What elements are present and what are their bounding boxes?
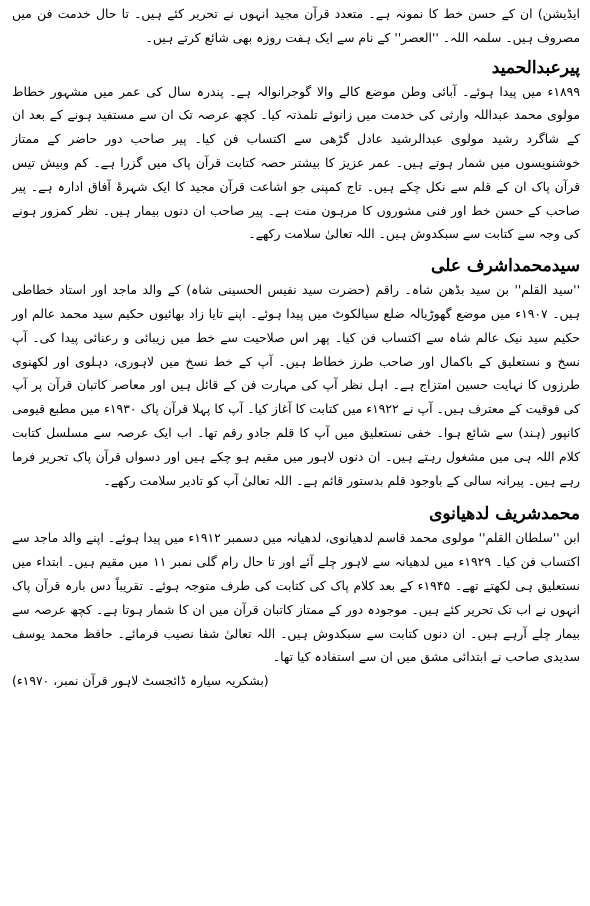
section-syed-ashraf-ali bbox=[12, 254, 580, 492]
section-muhammad-sharif bbox=[12, 502, 580, 669]
paragraph-muhammad-sharif: ابن ''سلطان القلم'' مولوی محمد قاسم لدھیانوی، لدھیانہ میں دسمبر ۱۹۱۲ء میں پیدا ہوئے۔ اپنے والد ماجد سے اکتساب فن کیا۔ ۱۹۲۹ء میں لدھیانہ سے لاہور چلے آئے اور تا حال رام گلی نمبر ۱۱ میں مقیم ہیں۔ ابتداء میں نستعلیق ہی لکھتے تھے۔ ۱۹۴۵ء کے بعد کلام پاک کی کتابت کی طرف متوجہ ہوئے۔ تقریباً دس بارہ قرآن پاک انہوں نے اب تک تحریر کئے ہیں۔ موجودہ دور کے ممتاز کاتبان قرآن میں ان کا شمار ہوتا ہے۔ کچھ عرصہ سے بیمار چلے آرہے ہیں۔ ان دنوں کتابت سے سبکدوش ہیں۔ اللہ تعالیٰ شفا نصیب فرمائے۔ حافظ محمد یوسف سدیدی صاحب نے ابتدائی مشق میں ان سے استفادہ کیا تھا۔ bbox=[12, 530, 581, 665]
paragraph-syed-ashraf-ali: ''سید القلم'' بن سید بڈھن شاہ۔ راقم (حضرت سید نفیس الحسینی شاہ) کے والد ماجد اور استاد خطاطی ہیں۔ ۱۹۰۷ء میں موضع گھوڑیالہ ضلع سیالکوٹ میں پیدا ہوئے۔ اپنے تایا زاد بھائیوں حکیم سید محمد عالم اور حکیم سید نیک عالم شاہ سے اکتساب فن کیا۔ پھر اس صلاحیت سے خط میں زیبائی و رعنائی پیدا کی۔ آپ نسخ و نستعلیق کے باکمال اور صاحب طرز خطاط ہیں۔ آپ کے خط نسخ میں لاہوری، دہلوی اور لکھنوی طرزوں کا نہایت حسین امتزاج ہے۔ اہل نظر آپ کی مہارت فن کے قائل ہیں اور معاصر کاتبان قرآن پر آپ کی فوقیت کے معترف ہیں۔ آپ نے ۱۹۲۲ء میں کتابت کا آغاز کیا۔ آپ کا پہلا قرآن پاک ۱۹۳۰ء میں مطبع قیومی کانپور (ہند) سے شائع ہوا۔ خفی نستعلیق میں آپ کا قلم جادو رقم تھا۔ اب ایک عرصہ سے مسلسل کتابت کلام اللہ ہی میں مشغول رہتے ہیں۔ ان دنوں لاہور میں مقیم ہو چکے ہیں اور دسواں قرآن پاک تحریر فرما رہے ہیں۔ پیرانہ سالی کے باوجود قلم بدستور قائم ہے۔ اللہ تعالیٰ آپ کو تادیر سلامت رکھے۔ bbox=[12, 282, 581, 488]
section-pir-abdul-hameed bbox=[12, 56, 580, 247]
section-heading-pir-abdul-hameed: پیرعبدالحمید bbox=[491, 57, 580, 78]
section-heading-muhammad-sharif: محمدشریف لدھیانوی bbox=[429, 504, 580, 525]
section-heading-syed-ashraf-ali: سیدمحمداشرف علی bbox=[431, 256, 580, 277]
section-intro bbox=[12, 0, 580, 50]
source-note: (بشکریہ سیارہ ڈائجسٹ لاہور قرآن نمبر، ۱۹۷۰ء) bbox=[12, 673, 269, 689]
intro-paragraph: ایڈیشن) ان کے حسن خط کا نمونہ ہے۔ متعدد قرآن مجید انہوں نے تحریر کئے ہیں۔ تا حال خدمت فن میں مصروف ہیں۔ سلمہ اللہ۔ ''العصر'' کے نام سے ایک ہفت روزہ بھی شائع کرتے ہیں۔ bbox=[12, 6, 580, 45]
paragraph-pir-abdul-hameed: ۱۸۹۹ء میں پیدا ہوئے۔ آبائی وطن موضع کالے والا گوجرانوالہ ہے۔ پندرہ سال کی عمر میں مشہور خطاط مولوی محمد عبداللہ وارثی کی خدمت میں زانوئے تلمذتہ کیا۔ کچھ عرصہ تک ان سے مستفید ہونے کے بعد ان کے شاگرد رشید مولوی عبدالرشید عادل گڑھی سے اکتساب فن کیا۔ پیر صاحب دور حاضر کے ممتاز خوشنویسوں میں شمار ہوتے ہیں۔ عمر عزیز کا بیشتر حصہ کتابت قرآن پاک میں گزرا ہے۔ کم وبیش تیس قرآن پاک ان کے قلم سے نکل چکے ہیں۔ تاج کمپنی جو اشاعت قرآن مجید کا ایک شہرۂ آفاق ادارہ ہے۔ پیر صاحب کے حسن خط اور فنی مشوروں کا مرہون منت ہے۔ پیر صاحب ان دنوں بیمار ہیں۔ نظر کمزور ہونے کی وجہ سے کتابت سے سبکدوش ہیں۔ اللہ تعالیٰ سلامت رکھے۔ bbox=[12, 83, 580, 242]
